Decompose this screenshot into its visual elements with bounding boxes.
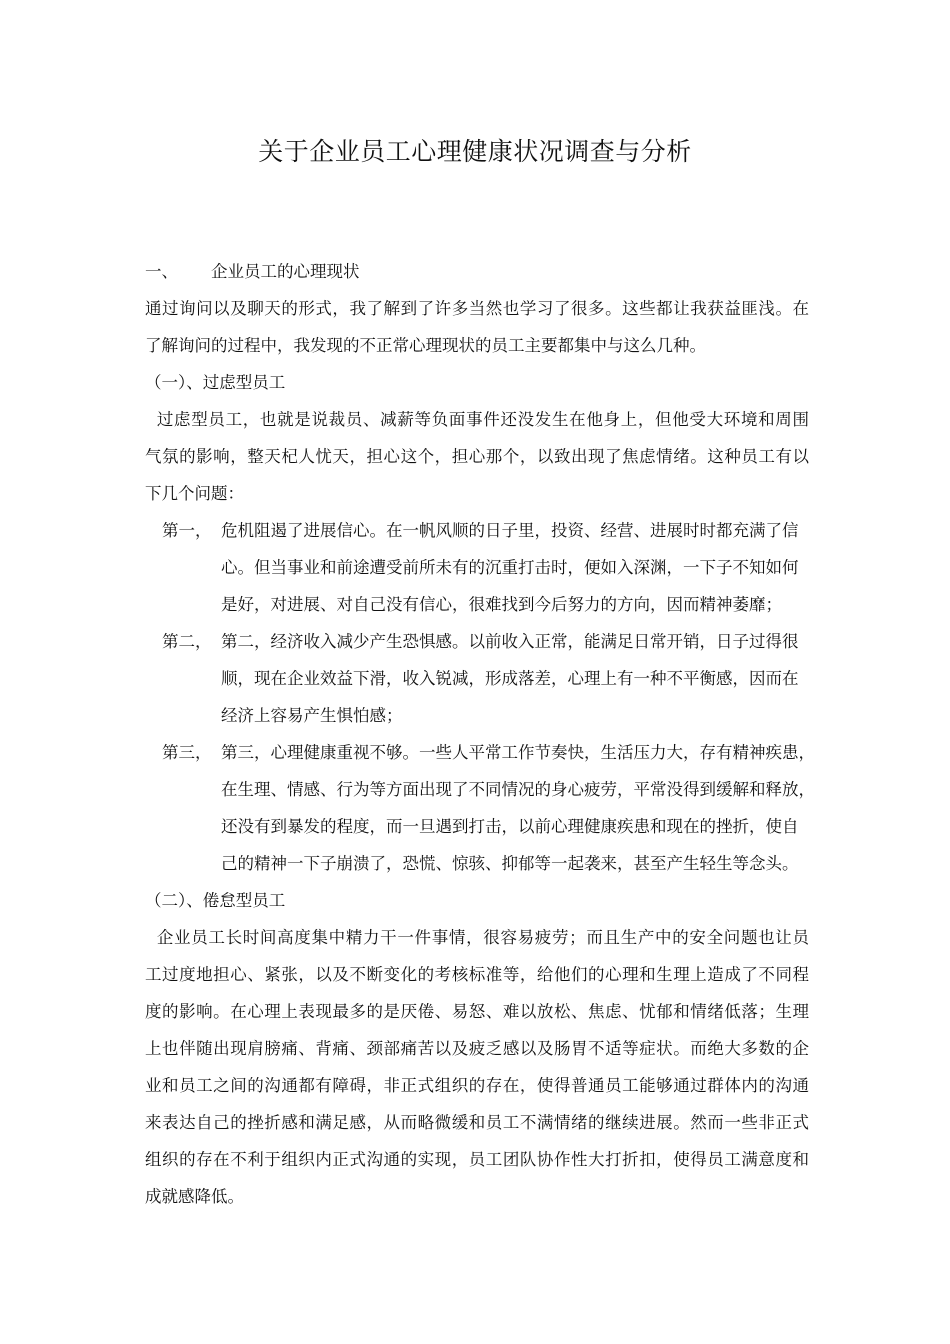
subsection-heading: （二）、倦怠型员工 (145, 891, 286, 910)
list-item-label: 第二， (162, 632, 212, 651)
paragraph-line: 下几个问题： (145, 484, 244, 503)
list-item-label: 第三， (162, 743, 212, 762)
list-item-line: 是好，对进展、对自己没有信心，很难找到今后努力的方向，因而精神萎靡； (221, 595, 782, 614)
list-item-line: 第二，经济收入减少产生恐惧感。以前收入正常，能满足日常开销，日子过得很 (221, 632, 799, 651)
list-item (145, 734, 815, 882)
paragraph-line: 企业员工长时间高度集中精力干一件事情，很容易疲劳；而且生产中的安全问题也让员 (145, 928, 809, 947)
paragraph-line: 工过度地担心、紧张，以及不断变化的考核标准等，给他们的心理和生理上造成了不同程 (145, 965, 809, 984)
list-item-line: 经济上容易产生惧怕感； (221, 706, 403, 725)
document-body (145, 253, 815, 1215)
paragraph-line: 了解询问的过程中，我发现的不正常心理现状的员工主要都集中与这么几种。 (145, 336, 706, 355)
document-title: 关于企业员工心理健康状况调查与分析 (258, 137, 692, 166)
list-item-line: 己的精神一下子崩溃了，恐慌、惊骇、抑郁等一起袭来，甚至产生轻生等念头。 (221, 854, 799, 873)
paragraph-line: 来表达自己的挫折感和满足感，从而略微缓和员工不满情绪的继续进展。然而一些非正式 (145, 1113, 809, 1132)
paragraph-line: 过虑型员工，也就是说裁员、减薪等负面事件还没发生在他身上，但他受大环境和周围 (145, 410, 809, 429)
list-item-line: 第三，心理健康重视不够。一些人平常工作节奏快，生活压力大，存有精神疾患， (221, 743, 815, 762)
list-item-line: 还没有到暴发的程度，而一旦遇到打击，以前心理健康疾患和现在的挫折，使自 (221, 817, 799, 836)
section-heading (145, 253, 809, 290)
paragraph-line: 成就感降低。 (145, 1187, 244, 1206)
list-item-label: 第一， (162, 521, 212, 540)
list-item-line: 在生理、情感、行为等方面出现了不同情况的身心疲劳，平常没得到缓解和释放， (221, 780, 815, 799)
paragraph-line: 度的影响。在心理上表现最多的是厌倦、易怒、难以放松、焦虑、忧郁和情绪低落；生理 (145, 1002, 809, 1021)
list-item-line: 心。但当事业和前途遭受前所未有的沉重打击时，便如入深渊，一下子不知如何 (221, 558, 799, 577)
section-title: 企业员工的心理现状 (211, 262, 360, 281)
paragraph-line: 组织的存在不利于组织内正式沟通的实现，员工团队协作性大打折扣，使得员工满意度和 (145, 1150, 809, 1169)
subsection-heading: （一）、过虑型员工 (145, 373, 286, 392)
list-item (145, 512, 809, 623)
section-number: 一、 (145, 262, 178, 281)
paragraph-line: 业和员工之间的沟通都有障碍，非正式组织的存在，使得普通员工能够通过群体内的沟通 (145, 1076, 809, 1095)
list-item-line: 顺，现在企业效益下滑，收入锐减，形成落差，心理上有一种不平衡感，因而在 (221, 669, 799, 688)
list-item-line: 危机阻遏了进展信心。在一帆风顺的日子里，投资、经营、进展时时都充满了信 (221, 521, 799, 540)
paragraph-line: 气氛的影响，整天杞人忧天，担心这个，担心那个，以致出现了焦虑情绪。这种员工有以 (145, 447, 809, 466)
paragraph-line: 上也伴随出现肩膀痛、背痛、颈部痛苦以及疲乏感以及肠胃不适等症状。而绝大多数的企 (145, 1039, 809, 1058)
list-item (145, 623, 809, 734)
paragraph-line: 通过询问以及聊天的形式，我了解到了许多当然也学习了很多。这些都让我获益匪浅。在 (145, 299, 809, 318)
